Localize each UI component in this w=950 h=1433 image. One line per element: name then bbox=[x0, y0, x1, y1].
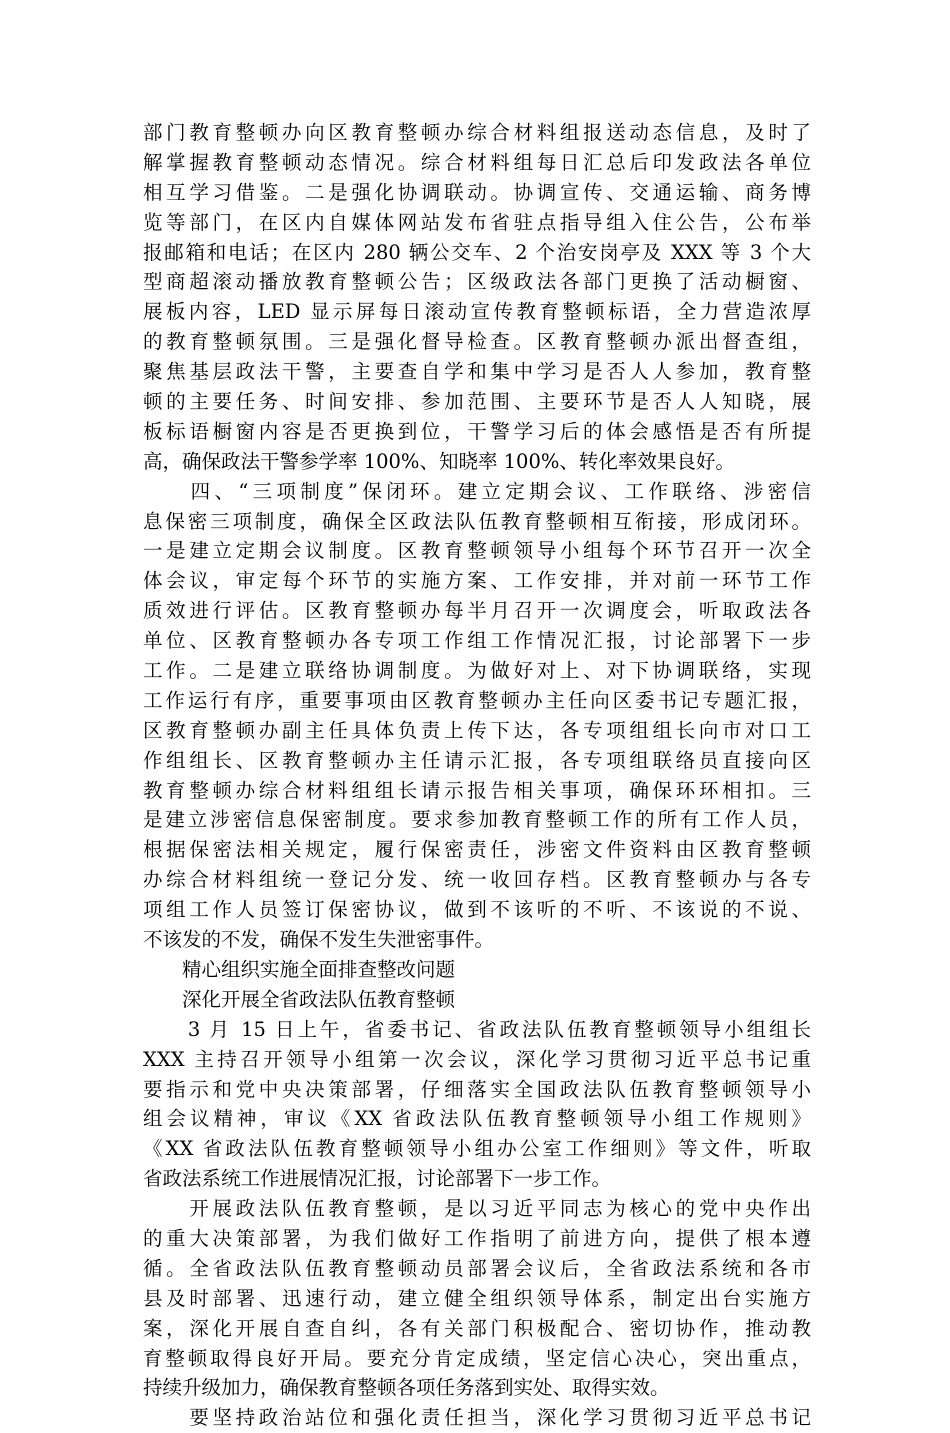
text-line: 案，深化开展自查自纠，各有关部门积极配合、密切协作，推动教 bbox=[143, 1316, 811, 1340]
text-line: 根据保密法相关规定，履行保密责任，涉密文件资料由区教育整顿 bbox=[143, 838, 811, 862]
text-line: 循。全省政法队伍教育整顿动员部署会议后，全省政法系统和各市 bbox=[143, 1256, 811, 1280]
section-heading: 深化开展全省政法队伍教育整顿 bbox=[143, 987, 456, 1011]
section-heading: 精心组织实施全面排查整改问题 bbox=[143, 957, 456, 981]
text-line: 单位、区教育整顿办各专项工作组工作情况汇报，讨论部署下一步 bbox=[143, 629, 811, 653]
text-line: 开展政法队伍教育整顿，是以习近平同志为核心的党中央作出 bbox=[143, 1197, 811, 1221]
text-line: 型商超滚动播放教育整顿公告；区级政法各部门更换了活动橱窗、 bbox=[143, 270, 811, 294]
text-line: 体会议，审定每个环节的实施方案、工作安排，并对前一环节工作 bbox=[143, 569, 811, 593]
text-line: 息保密三项制度，确保全区政法队伍教育整顿相互衔接，形成闭环。 bbox=[143, 509, 811, 533]
text-line: 的教育整顿氛围。三是强化督导检查。区教育整顿办派出督查组， bbox=[143, 330, 811, 354]
text-line: 工作运行有序，重要事项由区教育整顿办主任向区委书记专题汇报， bbox=[143, 688, 811, 712]
text-line: 《XX 省政法队伍教育整顿领导小组办公室工作细则》等文件，听取 bbox=[143, 1137, 811, 1161]
text-line: 报邮箱和电话；在区内 280 辆公交车、2 个治安岗亭及 XXX 等 3 个大 bbox=[143, 240, 811, 264]
text-line: XXX 主持召开领导小组第一次会议，深化学习贯彻习近平总书记重 bbox=[143, 1047, 811, 1071]
text-line: 一是建立定期会议制度。区教育整顿领导小组每个环节召开一次全 bbox=[143, 539, 811, 563]
text-line: 要坚持政治站位和强化责任担当，深化学习贯彻习近平总书记 bbox=[143, 1406, 811, 1430]
text-line: 3 月 15 日上午，省委书记、省政法队伍教育整顿领导小组组长 bbox=[143, 1017, 811, 1041]
text-line: 四、“三项制度”保闭环。建立定期会议、工作联络、涉密信 bbox=[143, 479, 811, 503]
text-line: 工作。二是建立联络协调制度。为做好对上、对下协调联络，实现 bbox=[143, 659, 811, 683]
text-line: 展板内容，LED 显示屏每日滚动宣传教育整顿标语，全力营造浓厚 bbox=[143, 300, 811, 324]
text-line: 览等部门，在区内自媒体网站发布省驻点指导组入住公告，公布举 bbox=[143, 210, 811, 234]
text-line: 持续升级加力，确保教育整顿各项任务落到实处、取得实效。 bbox=[143, 1376, 670, 1400]
text-line: 相互学习借鉴。二是强化协调联动。协调宣传、交通运输、商务博 bbox=[143, 180, 811, 204]
text-line: 质效进行评估。区教育整顿办每半月召开一次调度会，听取政法各 bbox=[143, 599, 811, 623]
text-line: 作组组长、区教育整顿办主任请示汇报，各专项组联络员直接向区 bbox=[143, 748, 811, 772]
text-line: 高，确保政法干警参学率 100%、知晓率 100%、转化率效果良好。 bbox=[143, 449, 735, 473]
text-line: 办综合材料组统一登记分发、统一收回存档。区教育整顿办与各专 bbox=[143, 868, 811, 892]
text-line: 板标语橱窗内容是否更换到位，干警学习后的体会感悟是否有所提 bbox=[143, 419, 811, 443]
text-line: 顿的主要任务、时间安排、参加范围、主要环节是否人人知晓，展 bbox=[143, 390, 811, 414]
text-line: 聚焦基层政法干警，主要查自学和集中学习是否人人参加，教育整 bbox=[143, 360, 811, 384]
text-line: 不该发的不发，确保不发生失泄密事件。 bbox=[143, 928, 495, 952]
text-line: 县及时部署、迅速行动，建立健全组织领导体系，制定出台实施方 bbox=[143, 1286, 811, 1310]
text-line: 项组工作人员签订保密协议，做到不该听的不听、不该说的不说、 bbox=[143, 898, 811, 922]
text-line: 组会议精神，审议《XX 省政法队伍教育整顿领导小组工作规则》 bbox=[143, 1107, 811, 1131]
text-line: 要指示和党中央决策部署，仔细落实全国政法队伍教育整顿领导小 bbox=[143, 1077, 811, 1101]
text-line: 区教育整顿办副主任具体负责上传下达，各专项组组长向市对口工 bbox=[143, 718, 811, 742]
document-body bbox=[143, 118, 811, 1433]
text-line: 部门教育整顿办向区教育整顿办综合材料组报送动态信息，及时了 bbox=[143, 121, 811, 144]
text-line: 育整顿取得良好开局。要充分肯定成绩，坚定信心决心，突出重点， bbox=[143, 1346, 811, 1370]
text-line: 是建立涉密信息保密制度。要求参加教育整顿工作的所有工作人员， bbox=[143, 808, 811, 832]
text-line: 的重大决策部署，为我们做好工作指明了前进方向，提供了根本遵 bbox=[143, 1226, 811, 1250]
text-line: 教育整顿办综合材料组组长请示报告相关事项，确保环环相扣。三 bbox=[143, 778, 811, 802]
text-line: 解掌握教育整顿动态情况。综合材料组每日汇总后印发政法各单位 bbox=[143, 150, 811, 174]
text-line: 省政法系统工作进展情况汇报，讨论部署下一步工作。 bbox=[143, 1167, 612, 1191]
